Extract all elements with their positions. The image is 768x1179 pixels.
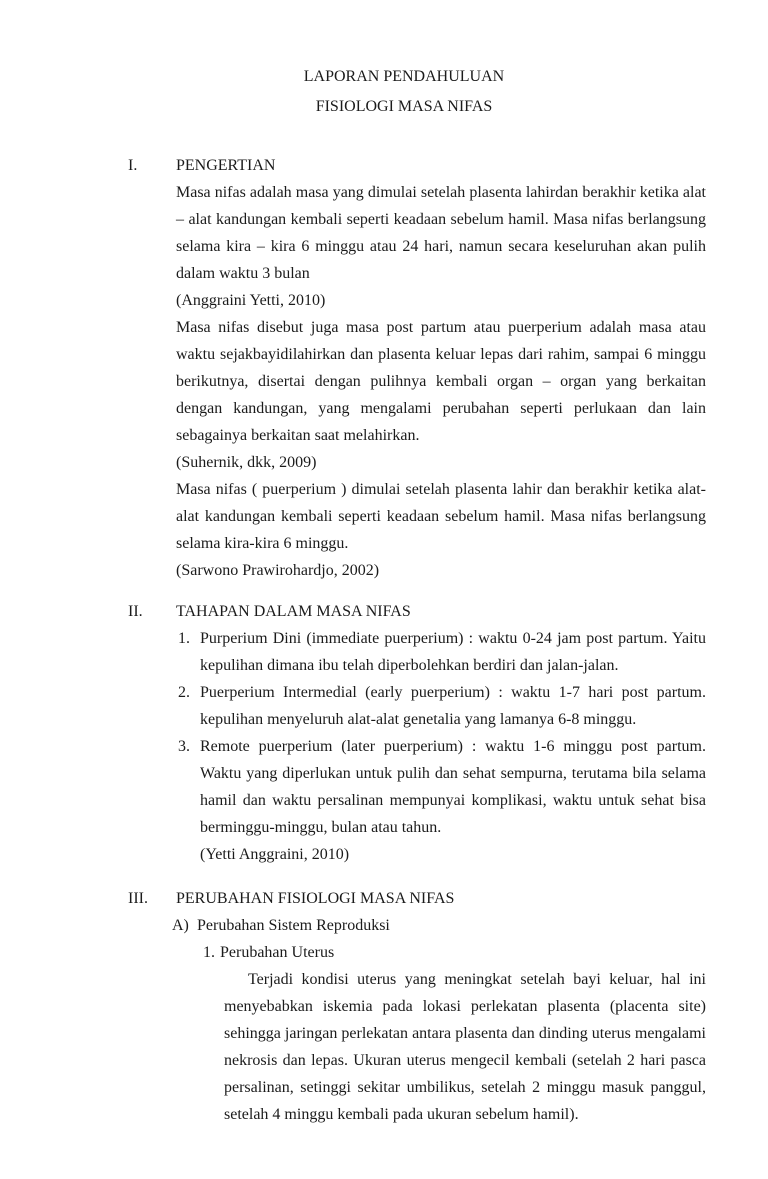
- paragraph: Terjadi kondisi uterus yang meningkat setelah bayi keluar, hal ini menyebabkan iskemia pada lokasi perlekatan plasenta (placenta site) sehingga jaringan perlekatan antara plasenta dan dinding uterus mengalami nekrosis dan lepas. Ukuran uterus mengecil kembali (setelah 2 hari pasca persalinan, setinggi sekitar umbilikus, setelah 2 minggu masuk panggul, setelah 4 minggu kembali pada ukuran sebelum hamil).: [224, 971, 706, 1123]
- citation: (Suhernik, dkk, 2009): [176, 454, 317, 471]
- paragraph: Masa nifas ( puerperium ) dimulai setelah plasenta lahir dan berakhir ketika alat-alat kandungan kembali seperti keadaan sebelum hamil. Masa nifas berlangsung selama kira-kira 6 minggu.: [176, 481, 706, 552]
- subsection-title: Perubahan Sistem Reproduksi: [197, 917, 390, 934]
- section-numeral: III.: [128, 890, 148, 907]
- section-tahapan: [128, 598, 706, 868]
- subsection-heading: [172, 912, 706, 939]
- section-content: [128, 625, 706, 868]
- list-item-text: Remote puerperium (later puerperium) : waktu 1-6 minggu post partum. Waktu yang diperlukan untuk pulih dan sehat sempurna, terutama bila selama hamil dan waktu persalinan mempunyai komplikasi, waktu untuk sehat bisa berminggu-minggu, bulan atau tahun.: [200, 738, 706, 836]
- section-heading: [128, 152, 706, 179]
- list-item: [176, 625, 706, 679]
- section-heading: [128, 598, 706, 625]
- section-heading: [128, 885, 706, 912]
- document-title: [128, 62, 706, 122]
- document-title-line2: FISIOLOGI MASA NIFAS: [315, 98, 493, 115]
- section-title: PENGERTIAN: [176, 157, 276, 174]
- subsection-item-title: Perubahan Uterus: [220, 944, 335, 961]
- list-item-text: Puerperium Intermedial (early puerperium) : waktu 1-7 hari post partum. kepulihan menyeluruh alat-alat genetalia yang lamanya 6-8 minggu.: [200, 684, 706, 728]
- list-item-text: Purperium Dini (immediate puerperium) : waktu 0-24 jam post partum. Yaitu kepulihan dimana ibu telah diperbolehkan berdiri dan jalan-jalan.: [200, 630, 706, 674]
- list-item: [176, 679, 706, 733]
- document-title-line1: LAPORAN PENDAHULUAN: [303, 68, 505, 85]
- subsection-item: [203, 939, 706, 966]
- section-numeral: I.: [128, 157, 138, 174]
- section-title: TAHAPAN DALAM MASA NIFAS: [176, 603, 411, 620]
- section-perubahan: [128, 885, 706, 1128]
- paragraph: Masa nifas disebut juga masa post partum atau puerperium adalah masa atau waktu sejakbayidilahirkan dan plasenta keluar lepas dari rahim, sampai 6 minggu berikutnya, disertai dengan pulihnya kembali organ – organ yang berkaitan dengan kandungan, yang mengalami perubahan seperti perlukaan dan lain sebagainya berkaitan saat melahirkan.: [176, 319, 706, 444]
- paragraph: Masa nifas adalah masa yang dimulai setelah plasenta lahirdan berakhir ketika alat – alat kandungan kembali seperti keadaan sebelum hamil. Masa nifas berlangsung selama kira – kira 6 minggu atau 24 hari, namun secara keseluruhan akan pulih dalam waktu 3 bulan: [176, 184, 706, 282]
- section-title: PERUBAHAN FISIOLOGI MASA NIFAS: [176, 890, 455, 907]
- subsection-label: A): [172, 917, 189, 934]
- list-item-number: 3.: [178, 738, 190, 755]
- section-content: [176, 179, 706, 584]
- list-item-number: 1.: [178, 630, 190, 647]
- citation: (Anggraini Yetti, 2010): [176, 292, 326, 309]
- subsection-item-number: 1.: [203, 944, 215, 961]
- list-item-number: 2.: [178, 684, 190, 701]
- citation: (Sarwono Prawirohardjo, 2002): [176, 562, 380, 579]
- section-pengertian: [128, 152, 706, 584]
- list-item: [176, 733, 706, 841]
- section-content: [128, 912, 706, 1128]
- citation: (Yetti Anggraini, 2010): [200, 846, 350, 863]
- section-numeral: II.: [128, 603, 143, 620]
